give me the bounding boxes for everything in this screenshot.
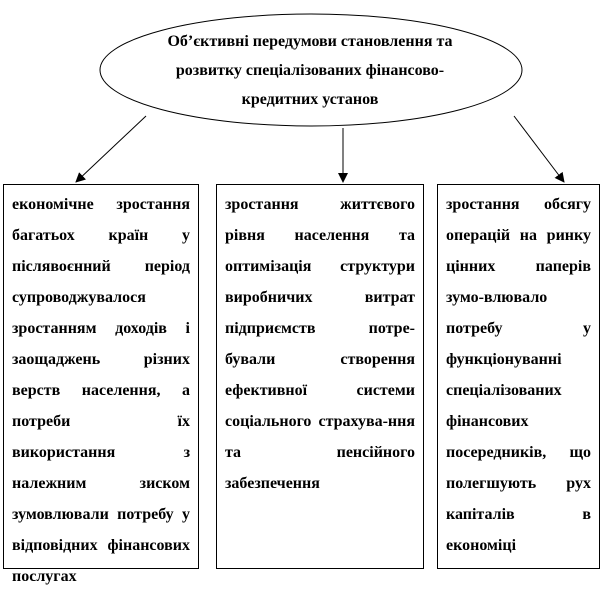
factor-text-securities-market: зростання обсягу операцій на ринку цінних паперів зумо-влювало потребу у функціонуванні спеціалізованих фінансових посередників, що полегшують рух капіталів в економіці [446,196,591,554]
arrow-to-right-factor [514,116,564,182]
factor-box-securities-market [437,184,600,569]
arrow-to-left-factor [76,116,146,182]
factor-box-living-standards [216,184,424,569]
main-concept-title: Об’єктивні передумови становлення та розвитку спеціалізованих фінансово-кредитних установ [167,33,453,108]
factor-text-living-standards: зростання життєвого рівня населення та оптимізація структури виробничих витрат підприємств потре-бували створення ефективної системи соціального страхува-ння та пенсійного забезпечення [225,196,415,492]
factor-box-economic-growth [3,184,199,585]
factor-text-economic-growth: економічне зростання багатьох країн у післявоєнний період супроводжувалося зростанням доходів і заощаджень різних верств населення, а потреби їх використання з належним зиском зумовлювали потребу у відповідних фінансових послугах [12,196,190,585]
